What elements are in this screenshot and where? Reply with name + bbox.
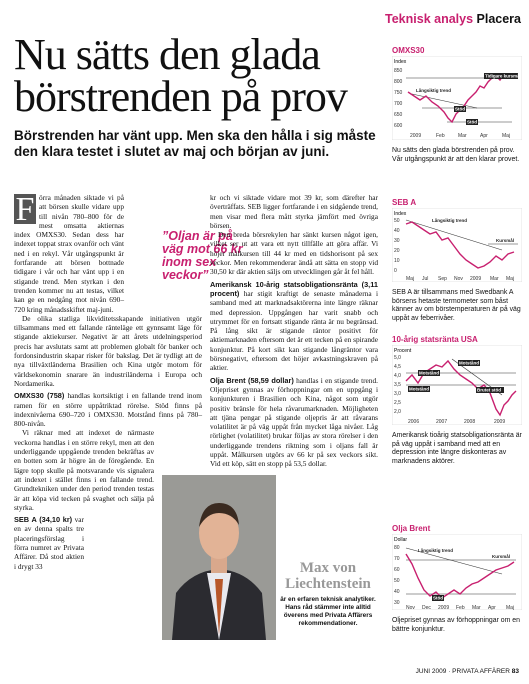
xtick: 2009 bbox=[410, 133, 422, 139]
xtick: Nov bbox=[454, 276, 463, 282]
ytick: 80 bbox=[394, 545, 400, 551]
chart-title: SEB A bbox=[392, 198, 417, 207]
chart-title: 10-årig statsränta USA bbox=[392, 335, 478, 344]
ytick: 3,0 bbox=[394, 391, 401, 397]
ytick: 70 bbox=[394, 556, 400, 562]
chart-label: Stöd bbox=[455, 106, 465, 112]
chart-unit: Procent bbox=[394, 348, 412, 354]
drop-cap: F bbox=[15, 191, 35, 228]
pull-quote: ”Oljan är på väg mot 66 kr inom sex veckor” bbox=[162, 229, 243, 282]
ytick: 600 bbox=[394, 123, 403, 129]
chart-label: Stöd bbox=[433, 595, 443, 601]
chart-omxs30 bbox=[392, 46, 522, 164]
section-rubric bbox=[385, 12, 521, 26]
chart-omxs30-plot bbox=[392, 56, 522, 140]
ytick: 700 bbox=[394, 101, 403, 107]
ytick: 850 bbox=[394, 68, 403, 74]
chart-label: Kursmål bbox=[496, 238, 515, 243]
paragraph-1: örra månaden siktade vi på att börsen skulle vidare upp till nivån 780–800 för de mest omsatta aktiernas index OMXS30. Sedan dess har indexet toppat strax ovanför och vänt ned i en rekyl. Vår utgångspunkt är fortfarande att börsen bottnade tidigare i vår och har vänt upp i en stigande trend. Men styrkan i den trenden kommer nu att testas, vilket kan ge en nedgång mot nivån 690–720 kring månadsskiftet maj-juni. bbox=[14, 193, 124, 314]
deck: Börstrenden har vänt upp. Men ska den hålla i sig måste den klara testet i slutet av maj och början av juni. bbox=[14, 128, 376, 159]
ytick: 2,0 bbox=[394, 409, 401, 415]
xtick: 2007 bbox=[436, 419, 448, 425]
chart-label: Tidigare kursmål bbox=[485, 73, 521, 79]
footer-text: JUNI 2009 · PRIVATA AFFÄRER bbox=[415, 668, 510, 675]
chart-label: Motstånd bbox=[419, 370, 439, 376]
headline: Nu sätts den glada börstrenden på prov bbox=[14, 30, 347, 121]
xtick: Sep bbox=[438, 276, 447, 282]
ytick: 20 bbox=[394, 248, 400, 254]
chart-caption: Nu sätts den glada börstrenden på prov. Vår utgångspunkt är att den klarar provet. bbox=[392, 147, 520, 163]
xtick: Nov bbox=[406, 605, 415, 610]
author-bio: är en erfaren teknisk analytiker. Hans råd stämmer inte alltid överens med Privata Affärers rekommendationer. bbox=[280, 596, 376, 627]
xtick: 2009 bbox=[438, 605, 450, 610]
byline bbox=[276, 560, 380, 628]
ytick: 3,5 bbox=[394, 382, 401, 388]
body-column-2 bbox=[210, 193, 378, 469]
chart-label: Kursmål bbox=[492, 554, 511, 559]
chart-label: Motstånd bbox=[409, 386, 429, 392]
chart-brent-plot bbox=[392, 534, 522, 610]
xtick: 2006 bbox=[408, 419, 420, 425]
chart-title: OMXS30 bbox=[392, 46, 425, 55]
chart-brent bbox=[392, 524, 522, 634]
chart-label: Långsiktig trend bbox=[416, 88, 452, 93]
xtick: Feb bbox=[456, 605, 465, 610]
ytick: 60 bbox=[394, 567, 400, 573]
xtick: Mar bbox=[458, 133, 467, 139]
author-photo bbox=[162, 475, 276, 640]
chart-label: Långsiktig trend bbox=[418, 548, 454, 553]
chart-unit: Index bbox=[394, 59, 407, 65]
page-footer bbox=[416, 668, 519, 675]
xtick: 2009 bbox=[494, 419, 506, 425]
xtick: 2008 bbox=[464, 419, 476, 425]
ytick: 0 bbox=[394, 268, 397, 274]
paragraph-3: OMXS30 (758) handlas kortsiktigt i en fallande trend inom ramen för en större uppåtriktad rörelse. Stöd finns på indexnivåerna 690–720 i OMXS30. Motstånd finns på 780–800-nivån. bbox=[14, 391, 202, 429]
chart-caption: Amerikansk tioårig statsobligationsränta är på väg uppåt i samband med att en depression inte längre diskonteras av marknadens aktörer. bbox=[392, 432, 522, 465]
rubric-section: Teknisk analys bbox=[385, 12, 474, 26]
paragraph-2: De olika statliga likviditetsskapande initiativen utgör tillsammans med ett fallande ränteläge ett gynnsamt läge för stigande aktiekurser. Negativt är att årets utdelningsperiod precis har avslutats samt att problemen globalt för banker och fordonsindustrin skapar risker för bakslag. Det är tydligt att de nya tillväxtländerna Brasilien och Kina utgör motorn för världsekonomin snarare än industriländerna i Europa och Nordamerika. bbox=[14, 313, 202, 388]
ytick: 750 bbox=[394, 90, 403, 96]
xtick: Jul bbox=[422, 276, 429, 282]
ytick: 4,0 bbox=[394, 373, 401, 379]
ytick: 4,5 bbox=[394, 364, 401, 370]
paragraph-6: kr och vi siktade vidare mot 39 kr, som därefter har överträffats. SEB ligger fortfarande i en sidgående trend, men visar med flera mått styrka jämfört med övriga börsen. bbox=[210, 193, 378, 230]
paragraph-9: Olja Brent (58,59 dollar) handlas i en stigande trend. Oljepriset gynnas av förhoppningar om en uppgång i konjunkturen i Brasilien och Kina, något som utgör positiv bränsle för hela råvarumarknaden. Möjligheten att tjäna pengar på stigande oljepris är att råvarans volatilitet är på väg uppåt från mycket låga nivåer. Låg rörlighet (volatilitet) brukar följas av stora rörelser i den underliggande trendens riktning som i oljans fall är uppåt. Målkursen utgörs av 66 kr på sex veckors sikt. Vid ett köp, sätt en stopp på 53,5 dollar. bbox=[210, 375, 378, 469]
chart-us-10y bbox=[392, 335, 522, 466]
ytick: 40 bbox=[394, 589, 400, 595]
chart-seb-plot bbox=[392, 208, 522, 282]
ytick: 800 bbox=[394, 79, 403, 85]
paragraph-4: Vi räknar med att indexet de närmaste veckorna handlas i en större rekyl, men att den underliggande uppgående trenden bekräftas av en botten som är högre än de föregående. En lägre topp skulle på motsvarande vis signalera att indexet i stället finns i en fallande trend. Grundtekniken under den period trenden testas är att köpa vid tecken på svaghet och sälja på styrka. bbox=[14, 428, 154, 512]
xtick: Apr bbox=[480, 133, 488, 139]
ytick: 650 bbox=[394, 112, 403, 118]
xtick: Maj bbox=[506, 276, 515, 282]
chart-caption: Oljepriset gynnas av förhoppningar om en bättre konjunktur. bbox=[392, 617, 520, 633]
ytick: 50 bbox=[394, 578, 400, 584]
xtick: Maj bbox=[406, 276, 415, 282]
page-number: 83 bbox=[511, 668, 519, 675]
xtick: 2009 bbox=[470, 276, 482, 282]
xtick: Mar bbox=[490, 276, 499, 282]
ytick: 30 bbox=[394, 238, 400, 244]
chart-unit: Index bbox=[394, 211, 407, 217]
chart-label: Motstånd bbox=[459, 360, 479, 366]
xtick: Maj bbox=[506, 605, 515, 610]
ytick: 50 bbox=[394, 218, 400, 224]
rubric-magazine: Placera bbox=[476, 12, 521, 26]
xtick: Mar bbox=[472, 605, 481, 610]
paragraph-8: Amerikansk 10-årig statsobligationsränta (3,11 procent) har stigit kraftigt de senaste månaderna i samband med att marknadsaktörerna inte längre räknar med depression. Uppgången har varit snabb och utrymmet för en fortsatt stigande ränta är nu begränsad. På lång sikt är stigande räntor positivt för aktiemarknaden eftersom det är ett tecken på en spirande konjunktur. På kort sikt kan stigande långräntor vara börsnegativt, eftersom det höjer avkastningskraven på aktier. bbox=[210, 279, 378, 373]
xtick: Apr bbox=[488, 605, 496, 610]
xtick: Maj bbox=[502, 133, 511, 139]
chart-us-plot bbox=[392, 345, 522, 425]
chart-title: Olja Brent bbox=[392, 524, 431, 533]
chart-label: Långsiktig trend bbox=[432, 218, 468, 223]
author-name: Max von Liechtenstein bbox=[285, 560, 371, 592]
chart-label: Stöd bbox=[467, 119, 477, 125]
xtick: Dec bbox=[422, 605, 431, 610]
chart-label: Brutet stöd bbox=[477, 387, 501, 393]
xtick: Feb bbox=[436, 133, 445, 139]
chart-unit: Dollar bbox=[394, 537, 408, 543]
ytick: 5,0 bbox=[394, 355, 401, 361]
paragraph-5: SEB A (34,10 kr) var en av denna spalts tre placeringsförslag i förra numret av Privata Affärer. Då stod aktien i drygt 33 bbox=[14, 515, 84, 571]
ytick: 10 bbox=[394, 258, 400, 264]
chart-seb-a bbox=[392, 198, 522, 323]
ytick: 40 bbox=[394, 228, 400, 234]
ytick: 30 bbox=[394, 600, 400, 606]
portrait-illustration bbox=[162, 475, 276, 640]
chart-caption: SEB A är tillsammans med Swedbank A börsens hetaste termometer som båst känner av om börstemperaturen är på väg uppåt av feberrivåer. bbox=[392, 289, 521, 322]
ytick: 2,5 bbox=[394, 400, 401, 406]
paragraph-7: Den breda börsrekylen har sänkt kursen något igen, vilket ser ut att vara ett nytt tillfälle att göra affär. Vi höjer målkursen till 44 kr med en tidshorisont på sex veckor. Men rekommenderar ändå att sätta en stopp vid 30,50 kr där aktien säljs om utvecklingen går åt fel håll. bbox=[210, 230, 378, 277]
